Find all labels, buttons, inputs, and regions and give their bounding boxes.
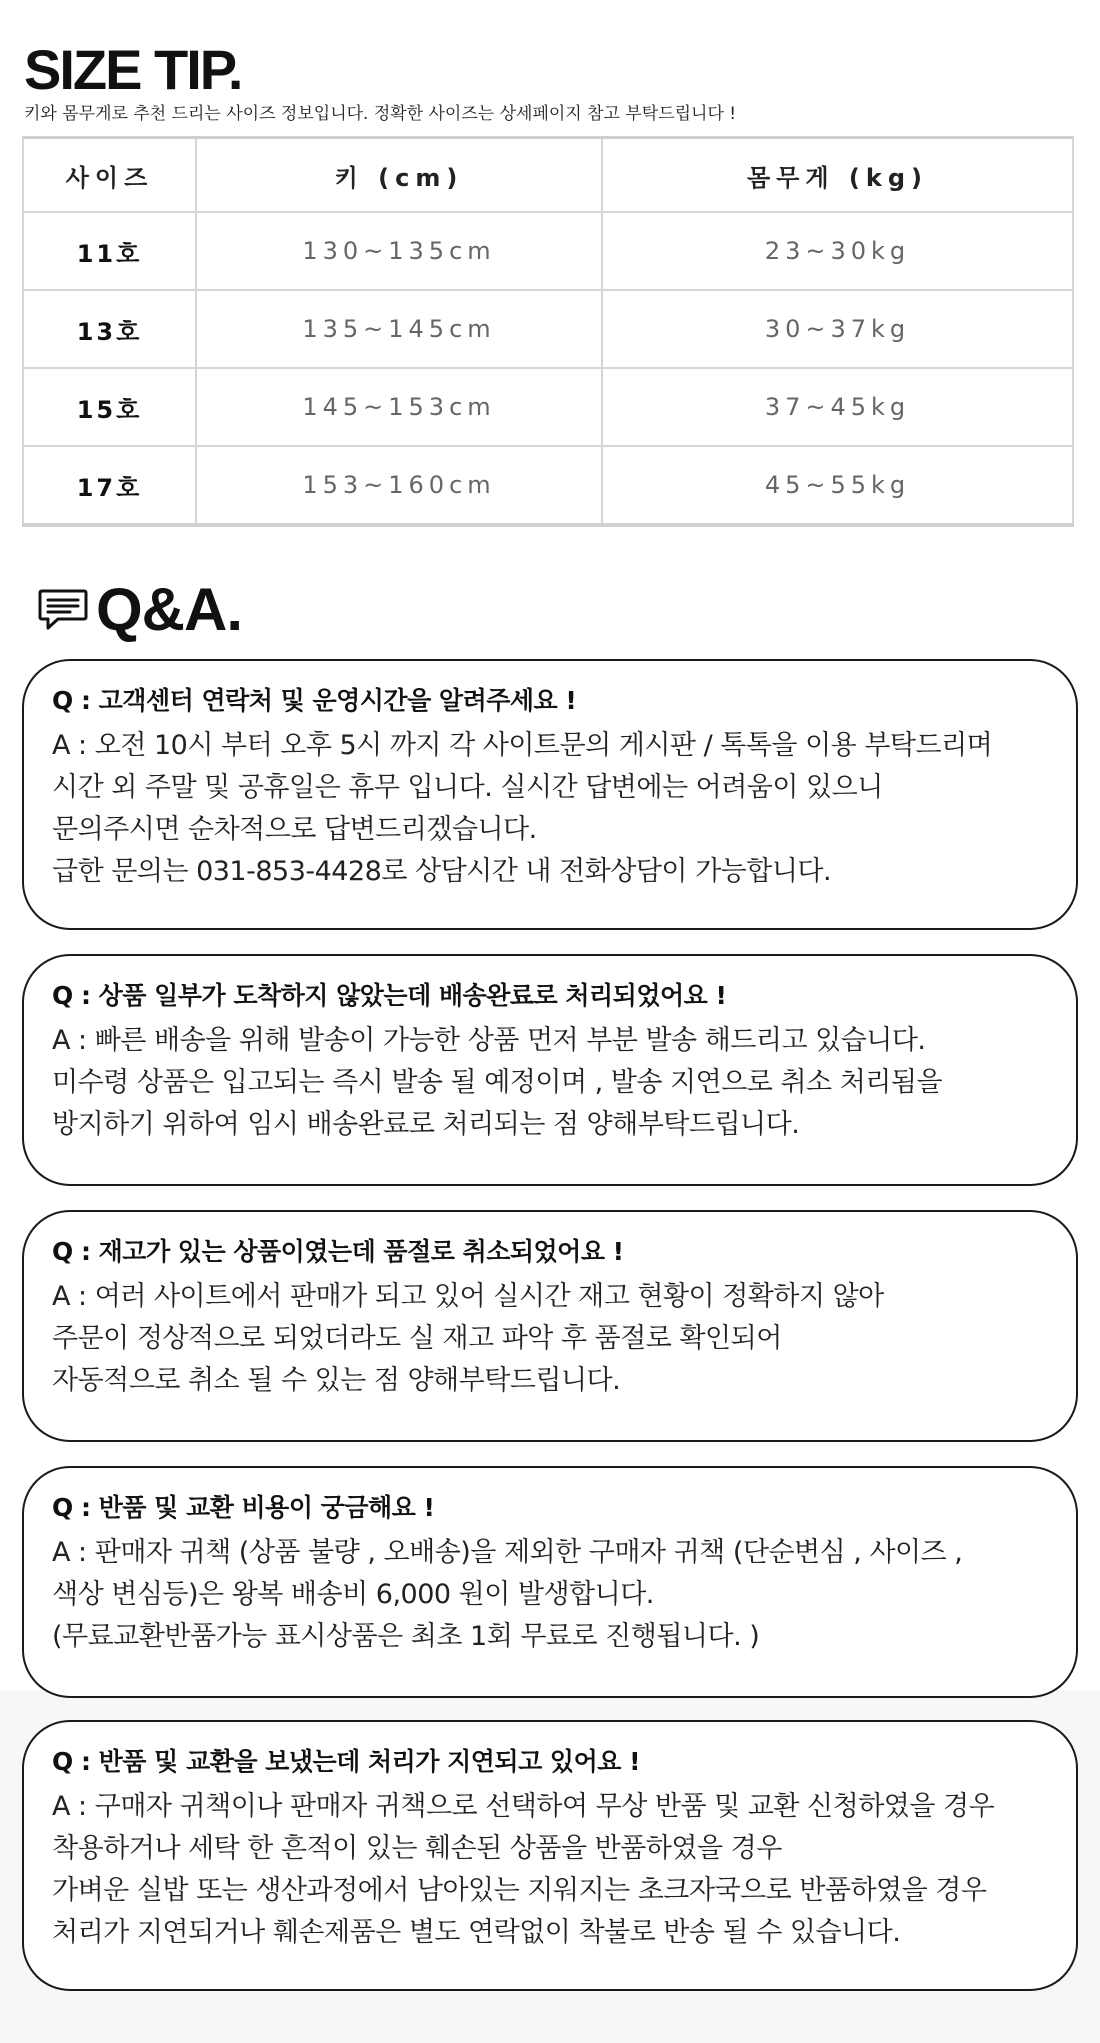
qa-answer-line: 처리가 지연되거나 훼손제품은 별도 연락없이 착불로 반송 될 수 있습니다. bbox=[52, 1917, 901, 1948]
size-table-header-row bbox=[23, 138, 1073, 213]
qa-item bbox=[22, 954, 1078, 1186]
qa-answer-line: 방지하기 위하여 임시 배송완료로 처리되는 점 양해부탁드립니다. bbox=[52, 1109, 800, 1140]
qa-answer-line: A : 구매자 귀책이나 판매자 귀책으로 선택하여 무상 반품 및 교환 신청하였을 경우 bbox=[52, 1791, 995, 1822]
qa-answer-line: 가벼운 실밥 또는 생산과정에서 남아있는 지워지는 초크자국으로 반품하였을 경우 bbox=[52, 1875, 987, 1906]
header-weight: 몸무게 (kg) bbox=[602, 138, 1073, 213]
table-row bbox=[23, 212, 1073, 290]
qa-item bbox=[22, 1720, 1078, 1991]
height-cell: 135~145cm bbox=[196, 290, 602, 368]
qa-answer-line: (무료교환반품가능 표시상품은 최초 1회 무료로 진행됩니다. ) bbox=[52, 1621, 760, 1652]
weight-cell: 23~30kg bbox=[602, 212, 1073, 290]
qa-question: Q : 상품 일부가 도착하지 않았는데 배송완료로 처리되었어요 ! bbox=[52, 981, 727, 1010]
qa-title: Q&A. bbox=[96, 576, 242, 643]
size-table bbox=[22, 136, 1074, 527]
height-cell: 153~160cm bbox=[196, 446, 602, 525]
header-height: 키 (cm) bbox=[196, 138, 602, 213]
size-cell: 13호 bbox=[23, 290, 196, 368]
table-row bbox=[23, 368, 1073, 446]
qa-answer-line: 착용하거나 세탁 한 흔적이 있는 훼손된 상품을 반품하였을 경우 bbox=[52, 1833, 782, 1864]
qa-answer-line: 문의주시면 순차적으로 답변드리겠습니다. bbox=[52, 814, 537, 845]
size-tip-title: SIZE TIP. bbox=[24, 38, 242, 101]
size-cell: 17호 bbox=[23, 446, 196, 525]
qa-item bbox=[22, 659, 1078, 930]
qa-item bbox=[22, 1210, 1078, 1442]
qa-question: Q : 반품 및 교환을 보냈는데 처리가 지연되고 있어요 ! bbox=[52, 1747, 640, 1776]
size-cell: 15호 bbox=[23, 368, 196, 446]
qa-answer-line: A : 여러 사이트에서 판매가 되고 있어 실시간 재고 현황이 정확하지 않아 bbox=[52, 1281, 884, 1312]
qa-question: Q : 반품 및 교환 비용이 궁금해요 ! bbox=[52, 1493, 435, 1522]
speech-bubble-icon bbox=[38, 588, 88, 632]
qa-answer-line: 색상 변심등)은 왕복 배송비 6,000 원이 발생합니다. bbox=[52, 1579, 654, 1610]
qa-answer-line: 시간 외 주말 및 공휴일은 휴무 입니다. 실시간 답변에는 어려움이 있으니 bbox=[52, 772, 883, 803]
weight-cell: 45~55kg bbox=[602, 446, 1073, 525]
qa-header bbox=[38, 576, 242, 643]
height-cell: 130~135cm bbox=[196, 212, 602, 290]
size-tip-subtitle: 키와 몸무게로 추천 드리는 사이즈 정보입니다. 정확한 사이즈는 상세페이지 참고 부탁드립니다 ! bbox=[24, 104, 737, 124]
qa-answer-line: A : 빠른 배송을 위해 발송이 가능한 상품 먼저 부분 발송 해드리고 있습니다. bbox=[52, 1025, 926, 1056]
height-cell: 145~153cm bbox=[196, 368, 602, 446]
table-row bbox=[23, 290, 1073, 368]
weight-cell: 30~37kg bbox=[602, 290, 1073, 368]
header-size: 사이즈 bbox=[23, 138, 196, 213]
qa-answer-line: 자동적으로 취소 될 수 있는 점 양해부탁드립니다. bbox=[52, 1365, 621, 1396]
qa-item bbox=[22, 1466, 1078, 1698]
size-cell: 11호 bbox=[23, 212, 196, 290]
qa-question: Q : 고객센터 연락처 및 운영시간을 알려주세요 ! bbox=[52, 686, 577, 715]
qa-answer-line: 미수령 상품은 입고되는 즉시 발송 될 예정이며 , 발송 지연으로 취소 처리됨을 bbox=[52, 1067, 943, 1098]
qa-answer-line: 급한 문의는 031-853-4428로 상담시간 내 전화상담이 가능합니다. bbox=[52, 856, 832, 887]
qa-question: Q : 재고가 있는 상품이였는데 품절로 취소되었어요 ! bbox=[52, 1237, 624, 1266]
qa-answer-line: A : 판매자 귀책 (상품 불량 , 오배송)을 제외한 구매자 귀책 (단순변심 , 사이즈 , bbox=[52, 1537, 963, 1568]
table-row bbox=[23, 446, 1073, 525]
qa-answer-line: A : 오전 10시 부터 오후 5시 까지 각 사이트문의 게시판 / 톡톡을 이용 부탁드리며 bbox=[52, 730, 993, 761]
qa-answer-line: 주문이 정상적으로 되었더라도 실 재고 파악 후 품절로 확인되어 bbox=[52, 1323, 782, 1354]
weight-cell: 37~45kg bbox=[602, 368, 1073, 446]
